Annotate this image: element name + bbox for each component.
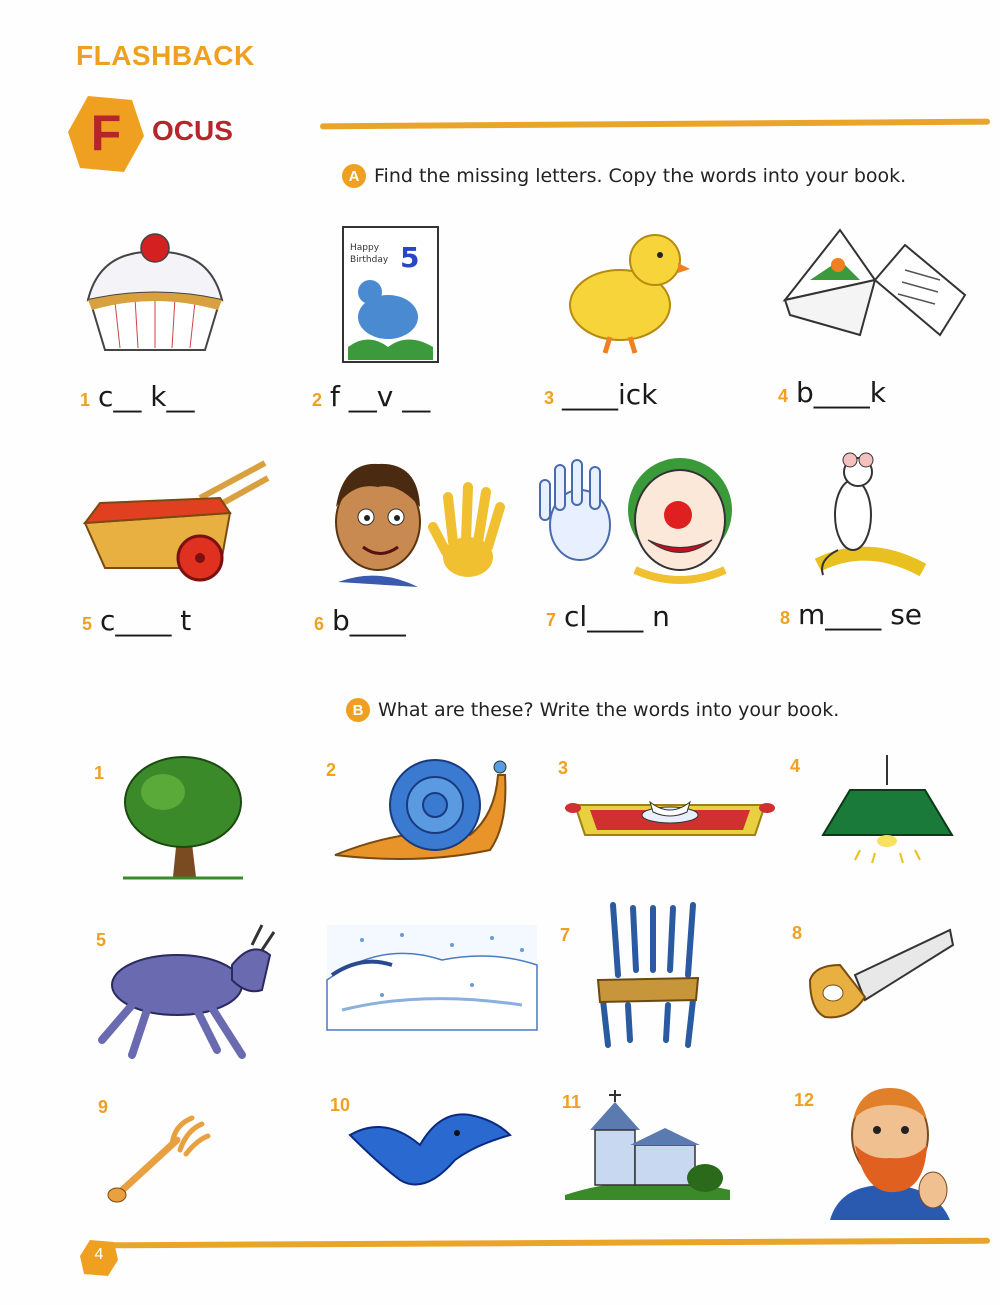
item-number-10: 10 [330,1095,351,1115]
item-number-8: 8 [792,923,803,943]
footer-rule [110,1238,990,1249]
section-b-instruction [346,698,839,722]
snow-icon [322,920,542,1035]
word-pattern: b____ [332,604,406,637]
word-number: 2 [312,390,323,410]
section-b-badge: B [346,698,370,722]
section-b-instruction-text: What are these? Write the words into your book. [378,699,840,721]
word-label-5 [82,604,191,637]
item-number-2: 2 [326,760,337,780]
waving-boy-icon [318,452,508,592]
fork-icon [102,1110,212,1205]
birthday-card-icon [338,222,443,367]
focus-title: OCUS [152,115,233,146]
word-pattern: ____ick [562,378,658,411]
snail-icon [330,755,520,865]
item-number-3: 3 [558,758,569,778]
svg-text:Happy: Happy [350,243,380,253]
word-pattern: m____ se [798,598,923,631]
word-number: 7 [546,610,557,630]
svg-text:5: 5 [400,241,420,274]
clown-icon [530,455,750,585]
focus-rule [320,119,990,130]
item-number-5: 5 [96,930,107,950]
word-number: 4 [778,386,789,406]
item-number-4: 4 [790,756,801,776]
word-number: 5 [82,614,93,634]
word-pattern: c____ t [100,604,192,637]
cupcake-icon [80,230,230,355]
focus-letter: F [90,105,122,161]
tray-icon [565,790,775,840]
mouse-icon [808,450,928,580]
word-label-7 [546,600,670,633]
word-number: 3 [544,388,555,408]
section-a-instruction [342,164,906,188]
page-number: 4 [94,1246,104,1263]
word-label-3 [544,378,657,411]
word-label-6 [314,604,406,637]
word-pattern: f __v __ [330,380,431,413]
page-title: FLASHBACK [76,40,255,71]
chick-icon [560,225,690,355]
tree-icon [118,752,248,882]
svg-text:Birthday: Birthday [350,255,389,265]
item-number-7: 7 [560,925,571,945]
section-a-instruction-text: Find the missing letters. Copy the words into your book. [374,165,907,187]
item-number-11: 11 [562,1092,582,1112]
word-label-4 [778,376,886,409]
saw-icon [805,925,955,1020]
cart-icon [80,458,270,588]
lamp-icon [820,755,955,865]
word-label-1 [80,380,195,413]
beard-man-icon [825,1080,955,1220]
focus-hexagon-icon [66,92,146,176]
word-number: 8 [780,608,791,628]
word-number: 1 [80,390,91,410]
bird-icon [345,1105,515,1195]
item-number-1: 1 [94,763,105,783]
book-icon [780,220,970,340]
word-pattern: b____k [796,376,887,409]
chair-icon [588,900,708,1050]
item-number-9: 9 [98,1097,109,1117]
word-label-8 [780,598,922,631]
word-label-2 [312,380,430,413]
section-a-badge: A [342,164,366,188]
church-icon [560,1090,735,1200]
word-pattern: c__ k__ [98,380,195,413]
item-number-12: 12 [794,1090,815,1110]
goat-icon [92,920,277,1060]
word-number: 6 [314,614,325,634]
word-pattern: cl____ n [564,600,670,633]
